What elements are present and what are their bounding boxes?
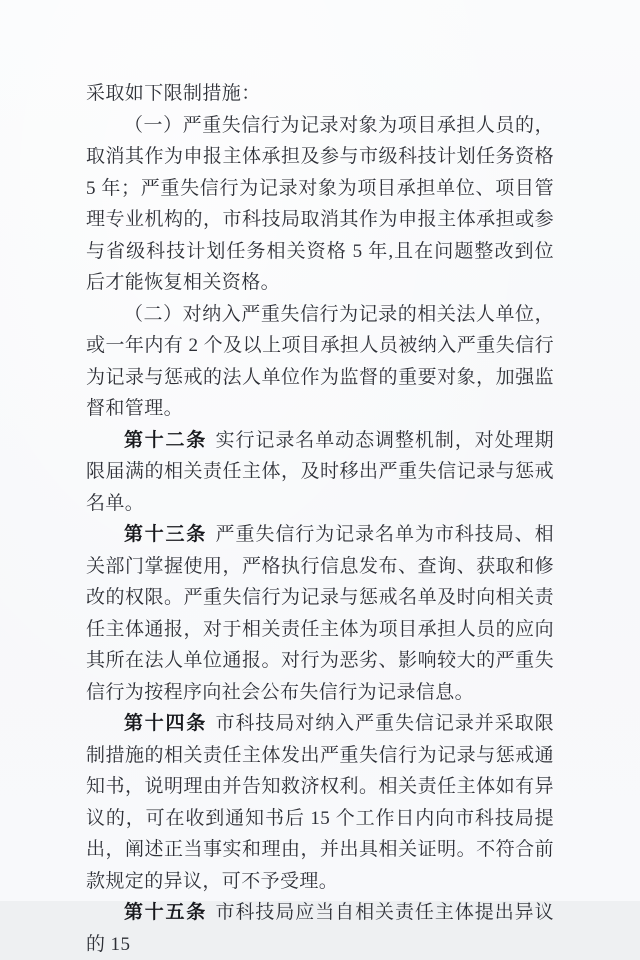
article-number: 第十五条 [124, 902, 207, 923]
document-body [86, 78, 554, 960]
paragraph-text: （二）对纳入严重失信行为记录的相关法人单位，或一年内有 2 个及以上项目承担人员被纳入严重失信行为记录与惩戒的法人单位作为监督的重要对象，加强监督和管理。 [86, 303, 554, 419]
paragraph-text: 严重失信行为记录名单为市科技局、相关部门掌握使用，严格执行信息发布、查询、获取和修改的权限。严重失信行为记录与惩戒名单及时向相关责任主体通报，对于相关责任主体为项目承担人员的应向其所在法人单位通报。对行为恶劣、影响较大的严重失信行为按程序向社会公布失信行为记录信息。 [86, 524, 554, 703]
paragraph-article-12 [86, 425, 554, 520]
paragraph-intro [86, 78, 554, 110]
paragraph-article-13 [86, 519, 554, 708]
paragraph-text: （一）严重失信行为记录对象为项目承担人员的，取消其作为申报主体承担及参与市级科技计划任务资格 5 年；严重失信行为记录对象为项目承担单位、项目管理专业机构的，市科技局取消其作为申报主体承担或参与省级科技计划任务相关资格 5 年,且在问题整改到位后才能恢复相关资格。 [86, 114, 554, 293]
article-number: 第十四条 [124, 713, 207, 734]
article-number: 第十三条 [124, 524, 207, 545]
paragraph-item-1 [86, 110, 554, 299]
paragraph-text: 市科技局应当自相关责任主体提出异议的 15 [86, 902, 554, 955]
paragraph-text: 实行记录名单动态调整机制，对处理期限届满的相关责任主体，及时移出严重失信记录与惩戒名单。 [86, 429, 554, 514]
paragraph-article-15 [86, 897, 554, 960]
paragraph-item-2 [86, 299, 554, 425]
paragraph-text: 采取如下限制措施： [86, 83, 261, 104]
paragraph-text: 市科技局对纳入严重失信记录并采取限制措施的相关责任主体发出严重失信行为记录与惩戒通知书，说明理由并告知救济权利。相关责任主体如有异议的，可在收到通知书后 15 个工作日内向市科技局提出，阐述正当事实和理由，并出具相关证明。不符合前款规定的异议，可不予受理。 [86, 713, 554, 892]
paragraph-article-14 [86, 708, 554, 897]
article-number: 第十二条 [124, 429, 207, 451]
